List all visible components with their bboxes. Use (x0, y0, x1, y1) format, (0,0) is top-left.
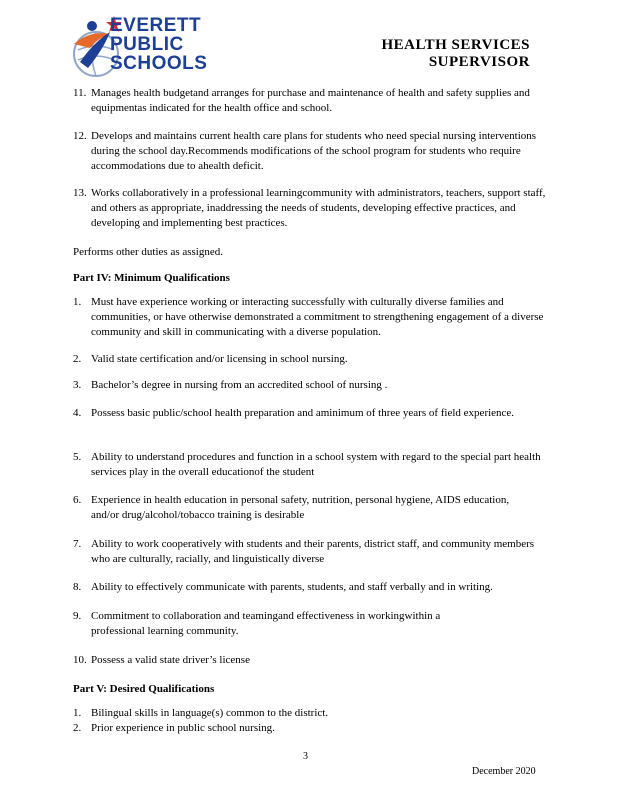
list-item-number: 3. (73, 379, 82, 391)
list-item-text: Manages health budgetand arranges for purchase and maintenance of health and safety supplies and equipmentas indicated for the health office and school. (91, 87, 530, 115)
document-title (381, 37, 530, 71)
list-item-text: Bachelor’s degree in nursing from an accredited school of nursing . (91, 379, 388, 391)
list-item-number: 12. (73, 130, 87, 142)
list-item-number: 8. (73, 581, 82, 593)
list-item-number: 11. (73, 87, 87, 99)
document-title-line-1: HEALTH SERVICES (381, 37, 530, 53)
footer-date: December 2020 (472, 766, 536, 777)
list-item-number: 10. (73, 654, 87, 666)
page-number: 3 (303, 751, 308, 762)
list-item-text: Possess basic public/school health preparation and aminimum of three years of field experience. (91, 407, 515, 419)
list-item-number: 4. (73, 407, 82, 419)
everett-public-schools-logo (70, 12, 240, 80)
list-item-number: 1. (73, 296, 82, 308)
logo-wordmark (110, 16, 207, 73)
list-item-number: 7. (73, 538, 82, 550)
list-item-text: Valid state certification and/or licensing in school nursing. (91, 353, 348, 365)
list-item-number: 2. (73, 353, 82, 365)
list-item-number: 6. (73, 494, 82, 506)
logo-line-2: PUBLIC (110, 34, 184, 55)
list-item-text: Must have experience working or interacting successfully with culturally diverse families and communities, or have otherwise demonstrated a commitment to strengthening engagement of a diverse community and skill in communicating with a diverse population. (91, 296, 544, 339)
list-item-text: Ability to work cooperatively with students and their parents, district staff, and community members who are culturally, racially, and linguistically diverse (91, 538, 535, 566)
other-duties-text: Performs other duties as assigned. (73, 246, 223, 258)
list-item-text: Bilingual skills in language(s) common to the district. (91, 707, 329, 719)
list-item-number: 13. (73, 187, 87, 199)
list-item-text: Develops and maintains current health care plans for students who need special nursing interventions during the school day.Recommends modifications of the school program for students who require accommodations due to ahealth deficit. (91, 130, 537, 173)
logo-line-3: SCHOOLS (110, 53, 208, 74)
list-item-text: Prior experience in public school nursing. (91, 722, 275, 734)
logo-line-1: EVERETT (110, 15, 202, 36)
list-item-number: 5. (73, 451, 82, 463)
list-item-text: Works collaboratively in a professional learningcommunity with administrators, teachers, support staff, and others as appropriate, inaddressing the needs of students, developing effective practices, and developing and implementing best practices. (91, 187, 546, 230)
list-item-number: 9. (73, 610, 82, 622)
list-item-text: Possess a valid state driver’s license (91, 654, 250, 666)
document-title-line-2: SUPERVISOR (428, 54, 530, 70)
list-item-number: 2. (73, 722, 82, 734)
part-iv-heading: Part IV: Minimum Qualifications (73, 272, 230, 284)
list-item-text: Ability to effectively communicate with parents, students, and staff verbally and in writing. (91, 581, 493, 593)
list-item-text: Commitment to collaboration and teamingand effectiveness in workingwithin a professional learning community. (91, 610, 441, 638)
part-v-heading: Part V: Desired Qualifications (73, 683, 215, 695)
list-item-number: 1. (73, 707, 82, 719)
list-item-text: Ability to understand procedures and function in a school system with regard to the special part health services play in the overall educationof the student (91, 451, 541, 479)
list-item-text: Experience in health education in personal safety, nutrition, personal hygiene, AIDS education, and/or drug/alcohol/tobacco training is desirable (91, 494, 510, 522)
